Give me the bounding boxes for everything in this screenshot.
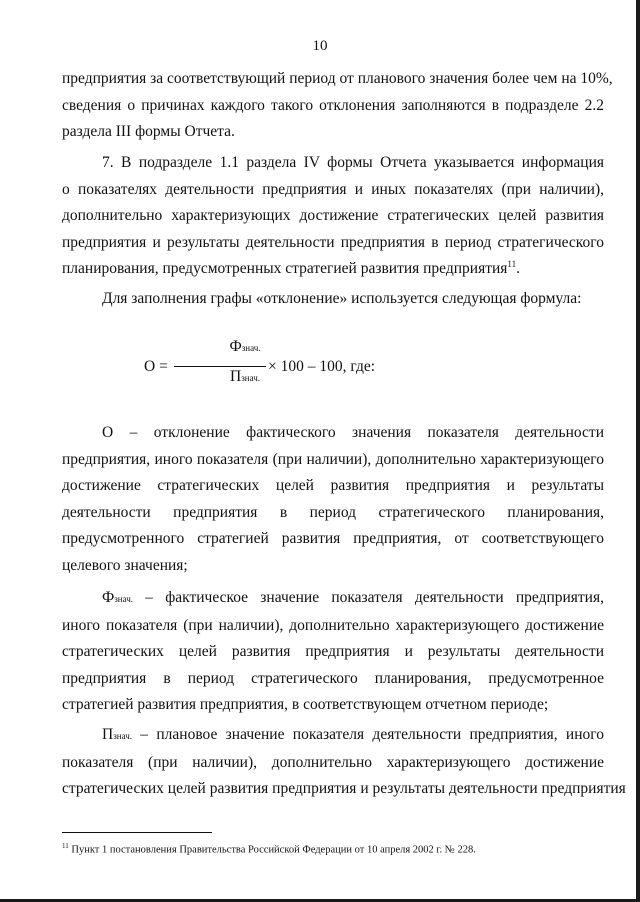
text-line: предприятия, иного показателя (при наличии), дополнительно характеризующего — [62, 450, 604, 468]
footnote-mark: 11 — [62, 842, 69, 850]
text-line: дополнительно характеризующих достижение стратегических целей развития — [62, 207, 604, 224]
page-number: 10 — [312, 38, 328, 54]
text-line: показателя (при наличии), дополнительно характеризующего достижение — [62, 753, 604, 771]
footnote-separator — [62, 832, 212, 833]
denominator-symbol: П — [230, 368, 242, 385]
symbol-p: П — [102, 726, 114, 743]
numerator-symbol: Ф — [229, 338, 242, 355]
text-line: предприятия за соответствующий период от планового значения более чем на 10%, — [62, 70, 613, 87]
text-line: сведения о причинах каждого такого отклонения заполняются в подразделе 2.2 — [62, 96, 604, 114]
paragraph-item-7 — [62, 150, 604, 283]
text-line: стратегических целей развития предприятия и результаты деятельности — [62, 643, 604, 660]
formula-numerator — [200, 338, 290, 356]
text-line: Для заполнения графы «отклонение» используется следующая формула: — [102, 290, 582, 307]
fraction-bar — [174, 366, 266, 367]
symbol-subscript: знач. — [113, 731, 132, 741]
footnote-reference[interactable]: 11 — [507, 258, 517, 269]
footnote-text: Пункт 1 постановления Правительства Российской Федерации от 10 апреля 2002 г. № 228. — [68, 844, 476, 856]
denominator-subscript: знач. — [241, 373, 260, 383]
numerator-subscript: знач. — [241, 343, 261, 353]
text-line: раздела III формы Отчета. — [62, 123, 235, 140]
text-segment: – плановое значение показателя деятельности предприятия, иного — [132, 726, 604, 743]
text-line — [62, 256, 604, 283]
formula-rhs: × 100 – 100, где: — [268, 358, 376, 375]
text-segment: планирования, предусмотренных стратегией развития предприятия — [62, 260, 508, 277]
footnote — [62, 842, 476, 856]
text-line: иного показателя (при наличии), дополнительно характеризующего достижение — [62, 616, 604, 634]
text-line: стратегических целей развития предприятия и результаты деятельности предприятия — [62, 780, 626, 797]
definition-p-planned — [62, 722, 626, 803]
text-line: о показателях деятельности предприятия и иных показателях (при наличии), — [62, 180, 604, 198]
text-line: деятельности предприятия в период стратегического планирования, — [62, 503, 604, 521]
text-line: предприятия и результаты деятельности предприятия в период стратегического — [62, 233, 604, 251]
text-segment: – фактическое значение показателя деятельности предприятия, — [133, 589, 604, 606]
text-segment: . — [516, 260, 520, 277]
symbol-f: Ф — [102, 589, 115, 606]
paragraph-continuation — [62, 66, 613, 146]
text-line — [62, 585, 604, 613]
text-line: целевого значения; — [62, 556, 188, 574]
definition-f-actual — [62, 585, 604, 719]
text-line: стратегией развития предприятия, в соответствующем отчетном периоде; — [62, 696, 549, 713]
text-line: 7. В подразделе 1.1 раздела IV формы Отчета указывается информация — [102, 154, 604, 171]
text-line: О – отклонение фактического значения показателя деятельности — [102, 424, 604, 441]
paragraph-formula-intro — [62, 286, 604, 313]
text-line: предусмотренного стратегией развития предприятия, от соответствующего — [62, 530, 604, 547]
deviation-formula — [144, 338, 404, 398]
symbol-subscript: знач. — [114, 594, 134, 604]
text-line: предприятия в период стратегического планирования, предусмотренное — [62, 669, 604, 687]
definition-o — [62, 420, 604, 579]
text-line: достижение стратегических целей развития предприятия и результаты — [62, 477, 604, 494]
text-line — [62, 722, 604, 750]
formula-lhs: О = — [144, 358, 168, 375]
